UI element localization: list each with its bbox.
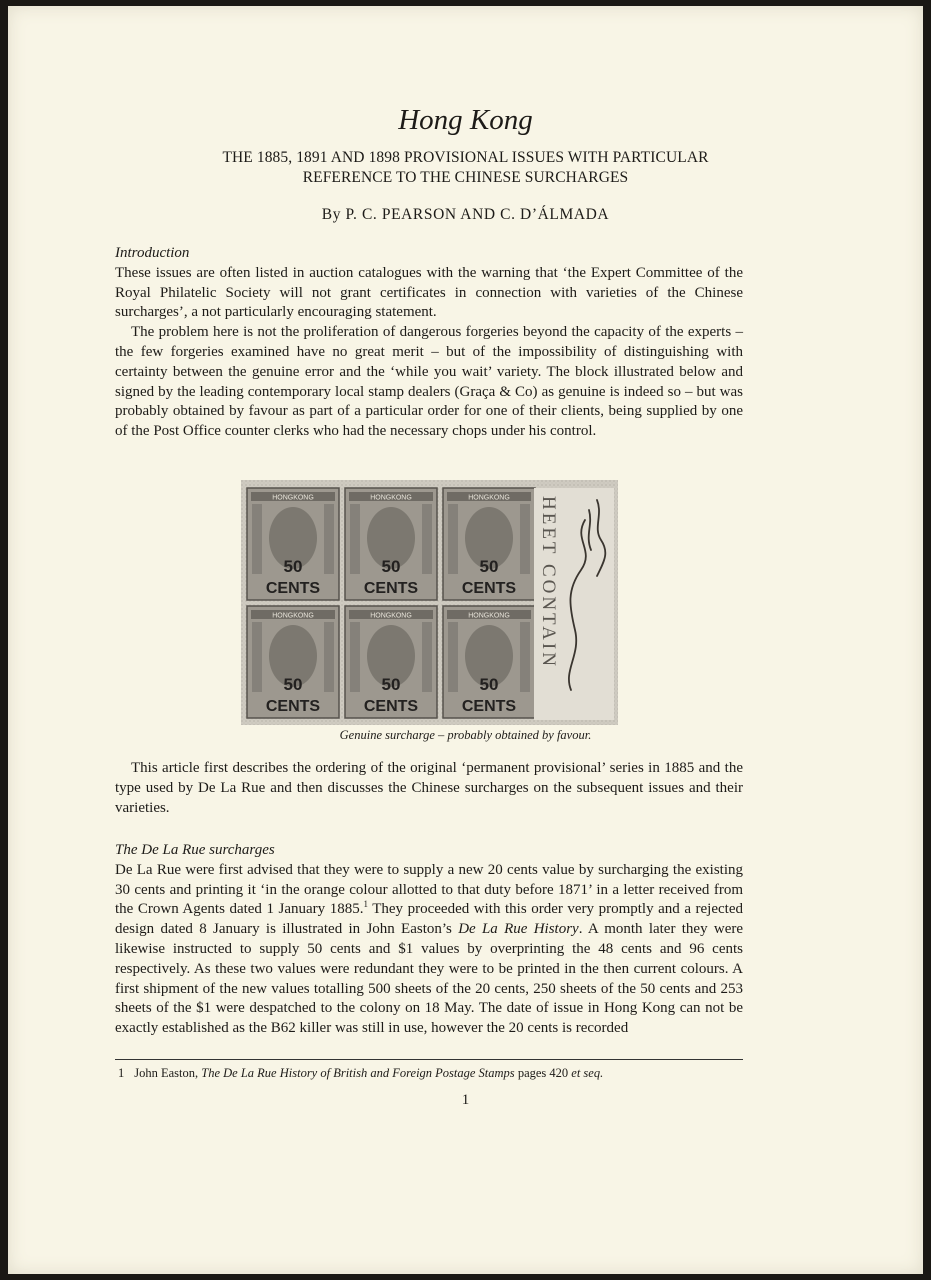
- footnote-et-seq: et seq.: [571, 1066, 604, 1080]
- footnote-pages: pages 420: [517, 1066, 569, 1080]
- page-number: 1: [461, 1092, 470, 1108]
- chinese-side-panel: [324, 622, 334, 692]
- chinese-side-panel: [520, 504, 530, 574]
- stamp-header-text: HONGKONG: [272, 612, 314, 620]
- stamp-header-text: HONGKONG: [370, 612, 412, 620]
- stamp-block-illustration: [241, 480, 618, 725]
- margin-imprint: HEET CONTAIN: [538, 496, 559, 669]
- chinese-side-panel: [448, 504, 458, 574]
- surcharge-unit: CENTS: [461, 580, 517, 597]
- chinese-side-panel: [448, 622, 458, 692]
- chinese-side-panel: [350, 504, 360, 574]
- chinese-side-panel: [520, 622, 530, 692]
- delarue-text-1: De La Rue were first advised that they were to supply a new 20 cents value by surcharging the existing 30 cents and printing it ‘in the orange colour allotted to that duty before 1871’ in a letter received from the Crown Agents dated 1 January 1885.: [115, 861, 743, 918]
- delarue-heading: The De La Rue surcharges: [115, 842, 275, 858]
- surcharge-value: 50: [479, 675, 499, 694]
- stamp-block-figure: [241, 480, 618, 725]
- delarue-section: [115, 841, 743, 1039]
- footnote-author: John Easton,: [134, 1066, 199, 1080]
- surcharge-unit: CENTS: [265, 580, 321, 597]
- chinese-side-panel: [324, 504, 334, 574]
- stamp-header-text: HONGKONG: [370, 494, 412, 502]
- surcharge-value: 50: [283, 557, 303, 576]
- figure-caption: Genuine surcharge – probably obtained by favour.: [339, 728, 592, 742]
- surcharge-value: 50: [381, 675, 401, 694]
- surcharge-value: 50: [479, 557, 499, 576]
- introduction-heading: Introduction: [115, 245, 190, 261]
- footnote-ref: 1: [363, 899, 368, 910]
- delarue-paragraph: [115, 861, 743, 1039]
- introduction-paragraph-1: These issues are often listed in auction catalogues with the warning that ‘the Expert Committee of the Royal Philatelic Society will not grant certificates in connection with varieties of the Chinese surcharges’, a not particularly encouraging statement.: [115, 264, 743, 321]
- chinese-side-panel: [422, 504, 432, 574]
- surcharge-unit: CENTS: [363, 698, 419, 715]
- surcharge-unit: CENTS: [461, 698, 517, 715]
- byline: By P. C. PEARSON AND C. D’ÁLMADA: [321, 206, 610, 223]
- subtitle-line-1: THE 1885, 1891 AND 1898 PROVISIONAL ISSUES WITH PARTICULAR: [222, 149, 709, 166]
- chinese-side-panel: [350, 622, 360, 692]
- footnote-divider: [115, 1059, 743, 1060]
- subtitle-line-2: REFERENCE TO THE CHINESE SURCHARGES: [302, 169, 629, 186]
- chinese-side-panel: [422, 622, 432, 692]
- chinese-side-panel: [252, 622, 262, 692]
- delarue-text-2: They proceeded with this order very promptly and a rejected design dated 8 January is illustrated in John Easton’s: [115, 901, 743, 938]
- footnote-number: 1: [118, 1066, 125, 1080]
- delarue-text-3: . A month later they were likewise instructed to supply 50 cents and $1 values by overprinting the 48 cents and 96 cents respectively. As these two values were redundant they were to be printed in the then current colours. A first shipment of the new values totalling 500 sheets of the 20 cents, 250 sheets of the 50 cents and 253 sheets of the $1 were despatched to the colony on 18 May. The date of issue in Hong Kong can not be exactly established as the B62 killer was still in use, however the 20 cents is recorded: [115, 921, 743, 1037]
- footnote: [118, 1065, 743, 1081]
- article-title: Hong Kong: [398, 104, 533, 136]
- surcharge-unit: CENTS: [363, 580, 419, 597]
- surcharge-value: 50: [283, 675, 303, 694]
- surcharge-value: 50: [381, 557, 401, 576]
- surcharge-unit: CENTS: [265, 698, 321, 715]
- article-overview: [115, 759, 743, 818]
- introduction-paragraph-2: The problem here is not the proliferation of dangerous forgeries beyond the capacity of the experts – the few forgeries examined have no great merit – but of the impossibility of distinguishing with certainty between the genuine error and the ‘while you wait’ variety. The block illustrated below and signed by the leading contemporary local stamp dealers (Graça & Co) as genuine is indeed so – but was probably obtained by favour as part of a particular order for one of their clients, being supplied by one of the Post Office counter clerks who had the necessary chops under his control.: [115, 324, 743, 440]
- stamp-header-text: HONGKONG: [272, 494, 314, 502]
- article-subtitle: [8, 148, 923, 188]
- chinese-side-panel: [252, 504, 262, 574]
- footnote-work-title: The De La Rue History of British and Foreign Postage Stamps: [201, 1066, 515, 1080]
- overview-paragraph: This article first describes the ordering of the original ‘permanent provisional’ series in 1885 and the type used by De La Rue and then discusses the Chinese surcharges on the subsequent issues and their varieties.: [115, 760, 743, 816]
- delarue-book-title: De La Rue History: [458, 921, 579, 938]
- page-sheet: [8, 6, 923, 1274]
- stamp-header-text: HONGKONG: [468, 612, 510, 620]
- stamp-header-text: HONGKONG: [468, 494, 510, 502]
- introduction-section: [115, 244, 743, 442]
